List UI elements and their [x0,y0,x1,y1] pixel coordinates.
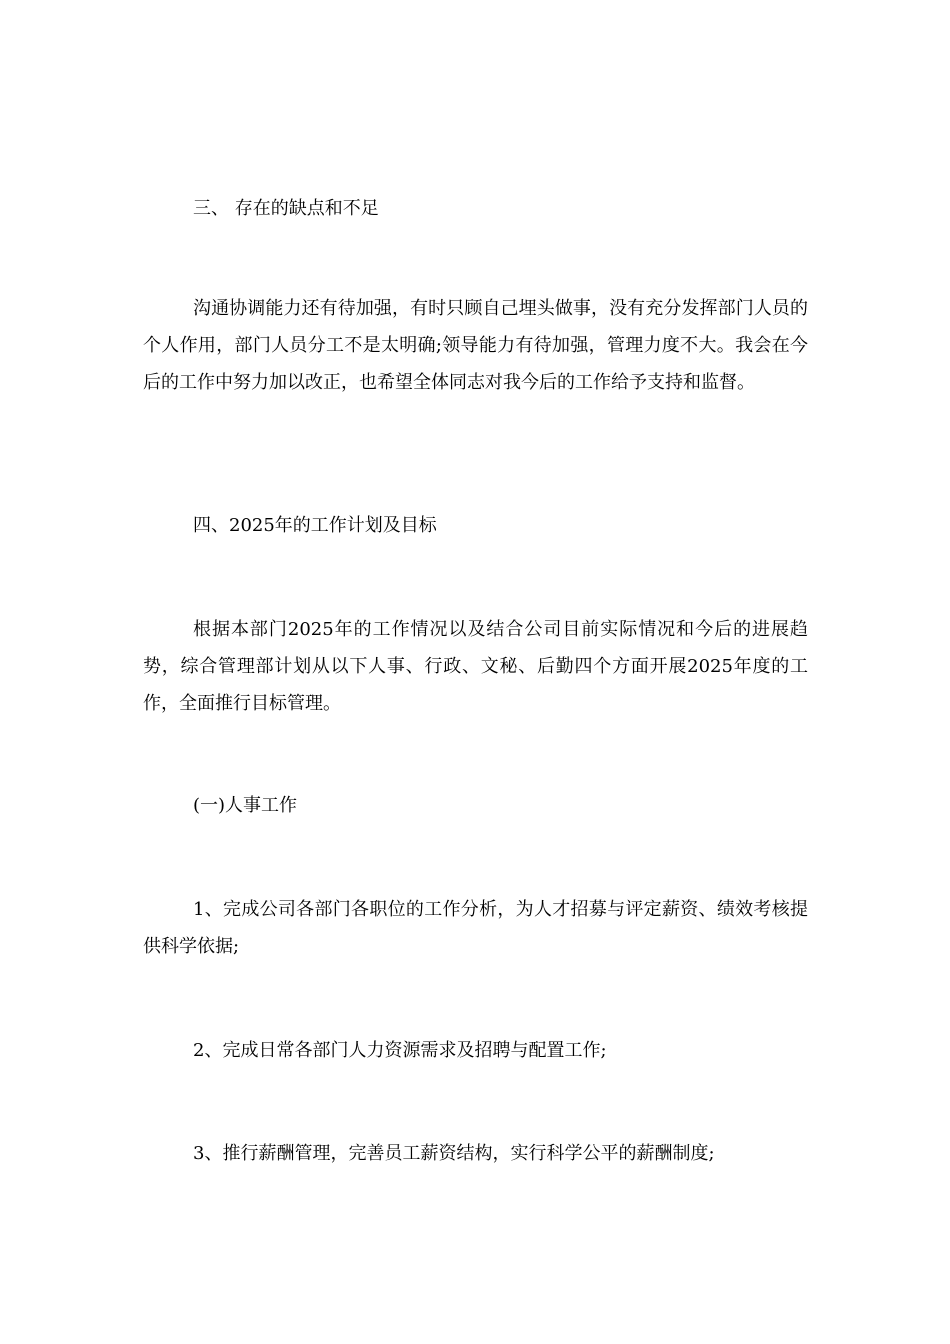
list-item-2: 2、完成日常各部门人力资源需求及招聘与配置工作; [193,1040,607,1061]
list-item-3: 3、推行薪酬管理，完善员工薪资结构，实行科学公平的薪酬制度; [193,1143,715,1164]
section-4-heading: 四、2025年的工作计划及目标 [193,515,437,536]
subsection-1-heading: (一)人事工作 [193,795,298,816]
list-item-1: 1、完成公司各部门各职位的工作分析，为人才招募与评定薪资、绩效考核提供科学依据; [143,899,808,957]
section-4-paragraph: 根据本部门2025年的工作情况以及结合公司目前实际情况和今后的进展趋势，综合管理部计划从以下人事、行政、文秘、后勤四个方面开展2025年度的工作，全面推行目标管理。 [143,619,808,714]
section-3-heading: 三、 存在的缺点和不足 [193,198,379,219]
section-3-paragraph: 沟通协调能力还有待加强，有时只顾自己埋头做事，没有充分发挥部门人员的个人作用，部门人员分工不是太明确;领导能力有待加强，管理力度不大。我会在今后的工作中努力加以改正，也希望全体同志对我今后的工作给予支持和监督。 [143,298,808,393]
